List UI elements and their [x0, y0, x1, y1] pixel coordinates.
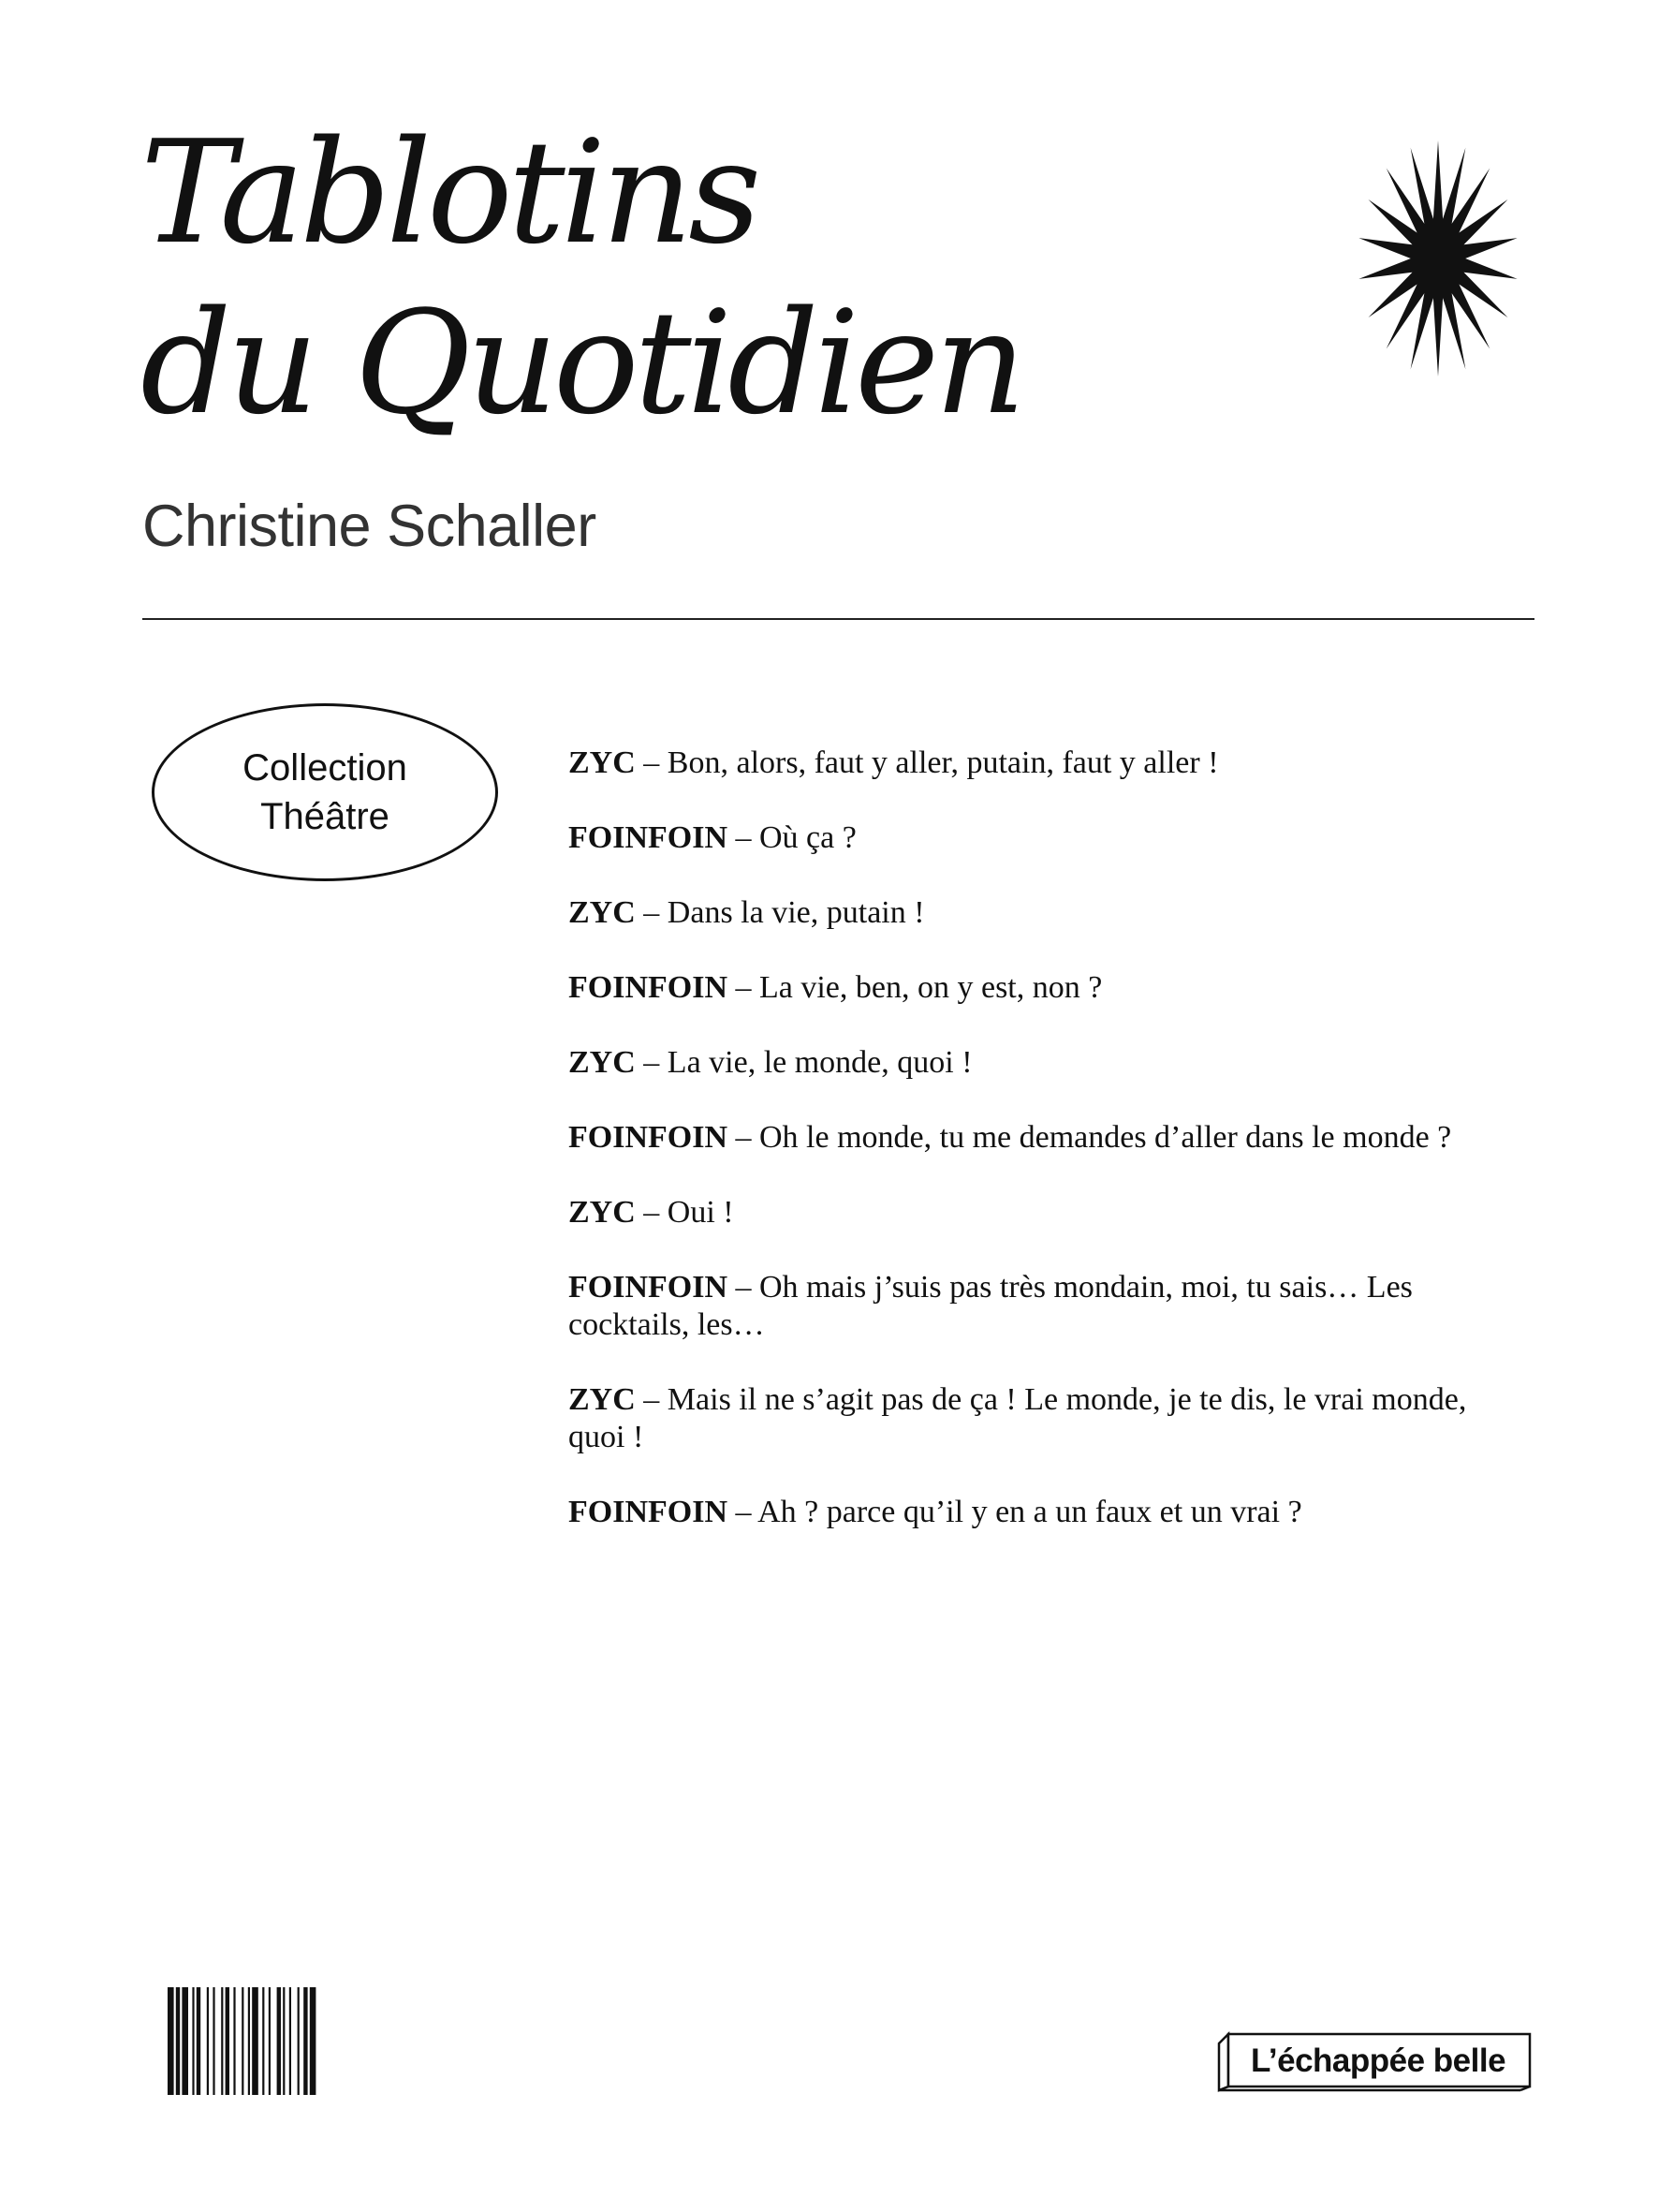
speaker-name: FOINFOIN — [568, 820, 727, 855]
speaker-name: FOINFOIN — [568, 970, 727, 1005]
speaker-name: ZYC — [568, 745, 636, 780]
barcode-icon — [168, 1987, 390, 2095]
dialogue-text: – Dans la vie, putain ! — [635, 895, 925, 930]
speaker-name: ZYC — [568, 1195, 636, 1230]
dialogue-line — [568, 819, 1486, 857]
book-title-line-1: Tablotins — [140, 110, 757, 275]
dialogue-text: – Oh le monde, tu me demandes d’aller dans le monde ? — [727, 1120, 1452, 1155]
publisher-logo — [1215, 2030, 1534, 2092]
speaker-name: ZYC — [568, 1382, 636, 1417]
collection-label-line-2: Théâtre — [260, 796, 389, 837]
dialogue-text: – Où ça ? — [727, 820, 857, 855]
dialogue-line — [568, 1381, 1486, 1456]
dialogue-text: – La vie, le monde, quoi ! — [635, 1045, 973, 1080]
speaker-name: FOINFOIN — [568, 1270, 727, 1305]
author-name: Christine Schaller — [142, 494, 596, 559]
speaker-name: ZYC — [568, 1045, 636, 1080]
dialogue-text: – Mais il ne s’agit pas de ça ! Le monde, je te dis, le vrai monde, quoi ! — [568, 1382, 1467, 1454]
dialogue-line — [568, 1119, 1486, 1157]
collection-badge — [152, 703, 498, 881]
collection-label-line-1: Collection — [242, 747, 407, 789]
dialogue-text: – Bon, alors, faut y aller, putain, faut y aller ! — [635, 745, 1219, 780]
speaker-name: FOINFOIN — [568, 1495, 727, 1529]
divider-rule — [142, 618, 1534, 620]
dialogue-line — [568, 969, 1486, 1007]
dialogue-line — [568, 1194, 1486, 1231]
dialogue-line — [568, 1494, 1486, 1531]
dialogue-excerpt — [568, 745, 1486, 1569]
dialogue-text: – La vie, ben, on y est, non ? — [727, 970, 1103, 1005]
book-title — [140, 108, 1123, 449]
dialogue-text: – Oui ! — [635, 1195, 734, 1230]
speaker-name: ZYC — [568, 895, 636, 930]
dialogue-text: – Ah ? parce qu’il y en a un faux et un vrai ? — [727, 1495, 1302, 1529]
publisher-name: L’échappée belle — [1250, 2042, 1506, 2079]
dialogue-line — [568, 1269, 1486, 1344]
dialogue-line — [568, 1044, 1486, 1082]
dialogue-text: – Oh mais j’suis pas très mondain, moi, tu sais… Les cocktails, les… — [568, 1270, 1413, 1342]
speaker-name: FOINFOIN — [568, 1120, 727, 1155]
book-title-line-2: du Quotidien — [140, 280, 1021, 446]
dialogue-line — [568, 894, 1486, 932]
dialogue-line — [568, 745, 1486, 782]
star-burst-icon — [1356, 139, 1520, 378]
